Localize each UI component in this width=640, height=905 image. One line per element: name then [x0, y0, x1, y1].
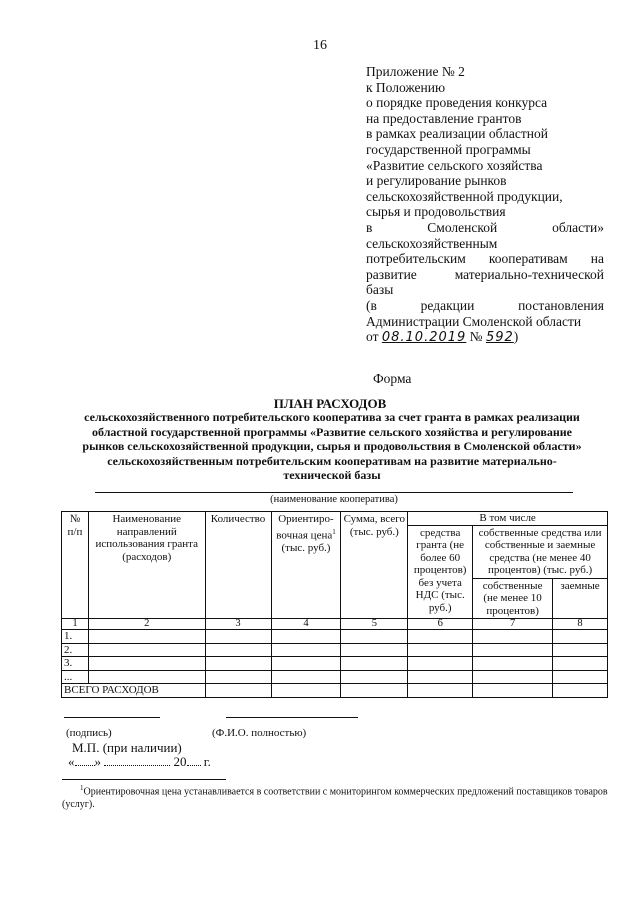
table-cell[interactable]: [88, 657, 205, 671]
year-prefix: 20: [173, 754, 187, 769]
row-number: 1.: [62, 630, 89, 644]
appendix-line: сельскохозяйственной продукции,: [366, 188, 563, 204]
signature-date: [68, 754, 211, 770]
subtitle-line: сельскохозяйственным потребительским кооперативам на развитие материально-: [107, 453, 557, 468]
appendix-word: Смоленской: [427, 219, 498, 235]
quote-close: »: [94, 754, 101, 769]
appendix-word: материально-технической: [454, 266, 604, 282]
subtitle-line: технической базы: [283, 468, 381, 482]
footnote-text: Ориентировочная цена устанавливается в соответствии с мониторингом коммерческих предложений поставщиков товаров (услуг).: [62, 786, 608, 810]
table-cell[interactable]: [271, 684, 341, 698]
table-cell[interactable]: [271, 630, 341, 644]
appendix-word: (в: [366, 297, 377, 313]
table-cell[interactable]: [88, 670, 205, 684]
appendix-word: потребительским: [366, 251, 466, 267]
table-cell[interactable]: [553, 643, 608, 657]
table-row: [62, 630, 608, 644]
price-unit: (тыс. руб.): [281, 541, 331, 554]
table-cell[interactable]: [205, 643, 271, 657]
appendix-line: сельскохозяйственным: [366, 235, 498, 251]
table-cell[interactable]: [408, 684, 473, 698]
day-blank[interactable]: [75, 755, 95, 766]
appendix-line: Приложение № 2: [366, 64, 465, 79]
footnote-rule: [62, 779, 226, 780]
total-label: ВСЕГО РАСХОДОВ: [62, 684, 206, 698]
appendix-word: области»: [552, 219, 604, 235]
table-cell[interactable]: [271, 643, 341, 657]
price-label: Ориентиро-вочная цена: [276, 513, 334, 542]
appendix-header: [366, 64, 604, 346]
coop-name-line[interactable]: [95, 492, 573, 493]
table-cell[interactable]: [473, 630, 553, 644]
table-cell[interactable]: [341, 643, 408, 657]
table-cell[interactable]: [408, 657, 473, 671]
table-cell[interactable]: [553, 657, 608, 671]
appendix-word: на: [590, 251, 604, 267]
table-cell[interactable]: [271, 657, 341, 671]
resolution-number: 592: [485, 330, 514, 346]
table-cell[interactable]: [408, 670, 473, 684]
table-cell[interactable]: [341, 670, 408, 684]
table-cell[interactable]: [408, 630, 473, 644]
table-row: [62, 657, 608, 671]
header-sum: Сумма, всего (тыс. руб.): [341, 512, 408, 619]
appendix-line: «Развитие сельского хозяйства: [366, 157, 543, 173]
appendix-line: базы: [366, 282, 394, 298]
appendix-word: постановления: [518, 297, 604, 313]
table-cell[interactable]: [205, 670, 271, 684]
header-including: В том числе: [408, 512, 608, 526]
column-number: 1: [62, 619, 89, 630]
page-number: 16: [313, 38, 327, 53]
year-blank[interactable]: [187, 755, 201, 766]
table-row: [62, 643, 608, 657]
expense-plan-table: [61, 511, 608, 698]
appendix-word: кооперативам: [488, 251, 568, 267]
table-cell[interactable]: [473, 670, 553, 684]
column-number: 6: [408, 619, 473, 630]
footnote-marker: 1: [80, 784, 84, 792]
resolution-date: 08.10.2019: [381, 330, 467, 346]
column-number: 2: [88, 619, 205, 630]
header-price: [271, 512, 341, 619]
column-number: 4: [271, 619, 341, 630]
fio-caption: (Ф.И.О. полностью): [212, 727, 307, 739]
header-qty: Количество: [205, 512, 271, 619]
coop-name-caption: (наименование кооператива): [270, 494, 398, 505]
footnote: [62, 782, 610, 811]
column-number: 7: [473, 619, 553, 630]
document-subtitle: [62, 410, 602, 483]
appendix-line: Администрации Смоленской области: [366, 313, 582, 329]
subtitle-line: сельскохозяйственного потребительского кооператива за счет гранта в рамках реализации: [84, 410, 580, 424]
table-cell[interactable]: [205, 630, 271, 644]
table-cell[interactable]: [473, 657, 553, 671]
row-number: ...: [62, 670, 89, 684]
appendix-line: [366, 267, 604, 283]
appendix-line: [366, 298, 604, 314]
table-cell[interactable]: [88, 643, 205, 657]
subtitle-line: рынков сельскохозяйственной продукции, сырья и продовольствия в Смоленской области»: [82, 439, 582, 453]
table-cell[interactable]: [553, 630, 608, 644]
table-row: [62, 670, 608, 684]
column-numbers-row: [62, 619, 608, 630]
column-number: 3: [205, 619, 271, 630]
column-number: 8: [553, 619, 608, 630]
column-number: 5: [341, 619, 408, 630]
total-row: [62, 684, 608, 698]
table-cell[interactable]: [473, 684, 553, 698]
signature-caption: (подпись): [66, 727, 112, 739]
table-cell[interactable]: [205, 684, 271, 698]
appendix-line: о порядке проведения конкурса: [366, 95, 548, 111]
signature-line[interactable]: [64, 717, 160, 718]
appendix-line: сырья и продовольствия: [366, 204, 506, 220]
row-number: 3.: [62, 657, 89, 671]
year-suffix: г.: [203, 754, 211, 769]
document-title: ПЛАН РАСХОДОВ: [273, 396, 387, 411]
number-label: №: [469, 329, 483, 345]
stamp-place: М.П. (при наличии): [72, 740, 182, 755]
table-cell[interactable]: [88, 630, 205, 644]
appendix-line: [366, 251, 604, 267]
fio-line[interactable]: [226, 717, 358, 718]
appendix-line: и регулирование рынков: [366, 173, 507, 189]
footnote-ref: 1: [332, 527, 336, 536]
header-num: № п/п: [62, 512, 89, 619]
table-cell[interactable]: [553, 684, 608, 698]
subtitle-line: областной государственной программы «Развитие сельского хозяйства и регулирование: [92, 424, 572, 439]
resolution-date-line: [366, 329, 604, 346]
table-cell[interactable]: [271, 670, 341, 684]
ot-label: от: [366, 329, 379, 345]
appendix-line: в рамках реализации областной: [366, 126, 548, 142]
appendix-line: на предоставление грантов: [366, 110, 522, 126]
close-paren: ): [513, 329, 519, 345]
table-cell[interactable]: [341, 630, 408, 644]
appendix-line: к Положению: [366, 79, 446, 95]
appendix-word: развитие: [366, 266, 417, 282]
appendix-line: [366, 220, 604, 236]
appendix-word: в: [366, 219, 373, 235]
header-name: Наименование направлений использования гранта (расходов): [88, 512, 205, 619]
form-label: Форма: [373, 371, 412, 386]
month-blank[interactable]: [104, 755, 170, 766]
header-grant: средства гранта (не более 60 процентов) без учета НДС (тыс. руб.): [408, 525, 473, 619]
appendix-line: государственной программы: [366, 141, 531, 157]
table-cell[interactable]: [553, 670, 608, 684]
table-cell[interactable]: [408, 643, 473, 657]
table-cell[interactable]: [205, 657, 271, 671]
table-cell[interactable]: [473, 643, 553, 657]
row-number: 2.: [62, 643, 89, 657]
header-own-only: собственные (не менее 10 процентов): [473, 578, 553, 619]
header-loan: заемные: [553, 578, 608, 619]
table-cell[interactable]: [341, 684, 408, 698]
table-cell[interactable]: [341, 657, 408, 671]
quote-open: «: [68, 754, 75, 769]
appendix-word: редакции: [420, 297, 475, 313]
header-own-funds: собственные средства или собственные и заемные средства (не менее 40 процентов) (тыс. руб.): [473, 525, 608, 578]
